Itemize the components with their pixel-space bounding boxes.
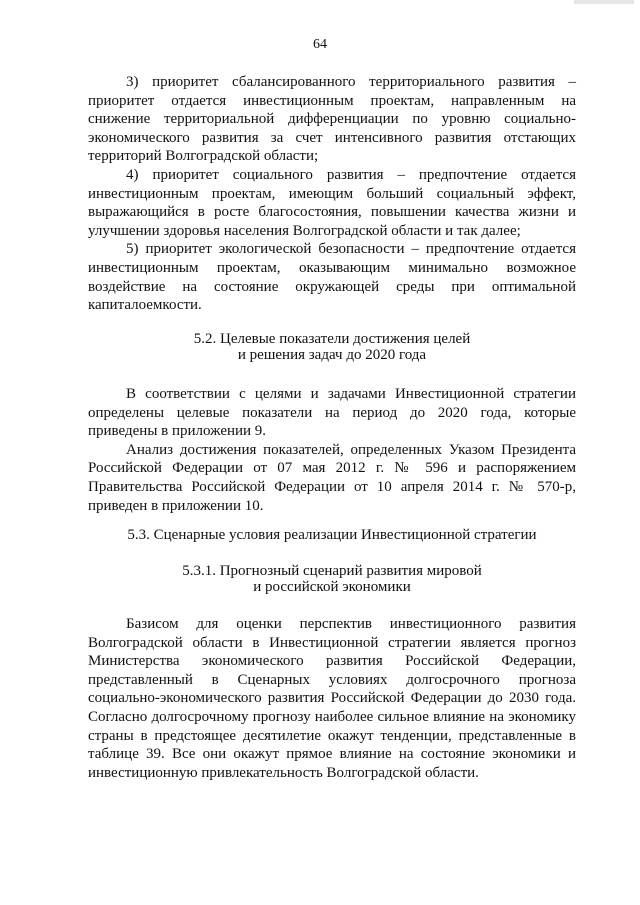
section-5-2-heading — [88, 331, 576, 363]
section-5-2-body — [88, 385, 576, 515]
scan-edge-mark — [574, 0, 634, 4]
section-5-3-1-body — [88, 615, 576, 782]
section-5-3-1-paragraph: Базисом для оценки перспектив инвестиционного развития Волгоградской области в Инвестиционной стратегии является прогноз Министерства экономического развития Российской Федерации, представленный в Сценарных условиях долгосрочного прогноза социально-экономического развития Российской Федерации до 2030 года. Согласно долгосрочному прогнозу наиболее сильное влияние на экономику страны в предстоящее десятилетие окажут тенденции, представленные в таблице 39. Все они окажут прямое влияние на состояние экономики и инвестиционную привлекательность Волгоградской области. — [88, 616, 576, 781]
section-5-3-1-title-line1: 5.3.1. Прогнозный сценарий развития мировой — [182, 563, 482, 579]
section-5-2-title-line2: и решения задач до 2020 года — [237, 347, 427, 363]
section-5-3-1-heading — [88, 563, 576, 595]
priorities-list — [88, 73, 576, 315]
section-5-3-1-title-line2: и российской экономики — [253, 579, 411, 595]
page-number: 64 — [313, 37, 327, 52]
section-5-3-title: 5.3. Сценарные условия реализации Инвестиционной стратегии — [127, 527, 537, 543]
priority-item-5: 5) приоритет экологической безопасности – предпочтение отдается инвестиционным проектам, оказывающим минимально возможное воздействие на состояние окружающей среды при оптимальной капиталоемкости. — [88, 241, 576, 314]
section-5-3-heading — [88, 527, 576, 543]
priority-item-4: 4) приоритет социального развития – предпочтение отдается инвестиционным проектам, имеющим больший социальный эффект, выражающийся в росте благосостояния, повышении качества жизни и улучшении здоровья населения Волгоградской области и так далее; — [88, 166, 576, 239]
section-5-2-title-line1: 5.2. Целевые показатели достижения целей — [193, 331, 471, 347]
section-5-2-paragraph-1: В соответствии с целями и задачами Инвестиционной стратегии определены целевые показатели на период до 2020 года, которые приведены в приложении 9. — [88, 386, 576, 440]
priority-item-3: 3) приоритет сбалансированного территориального развития – приоритет отдается инвестиционным проектам, направленным на снижение территориальной дифференциации по уровню социально-экономического развития за счет интенсивного развития отстающих территорий Волгоградской области; — [88, 74, 576, 165]
section-5-2-paragraph-2: Анализ достижения показателей, определенных Указом Президента Российской Федерации от 07 мая 2012 г. № 596 и распоряжением Правительства Российской Федерации от 10 апреля 2014 г. № 570-р, приведен в приложении 10. — [88, 441, 576, 514]
